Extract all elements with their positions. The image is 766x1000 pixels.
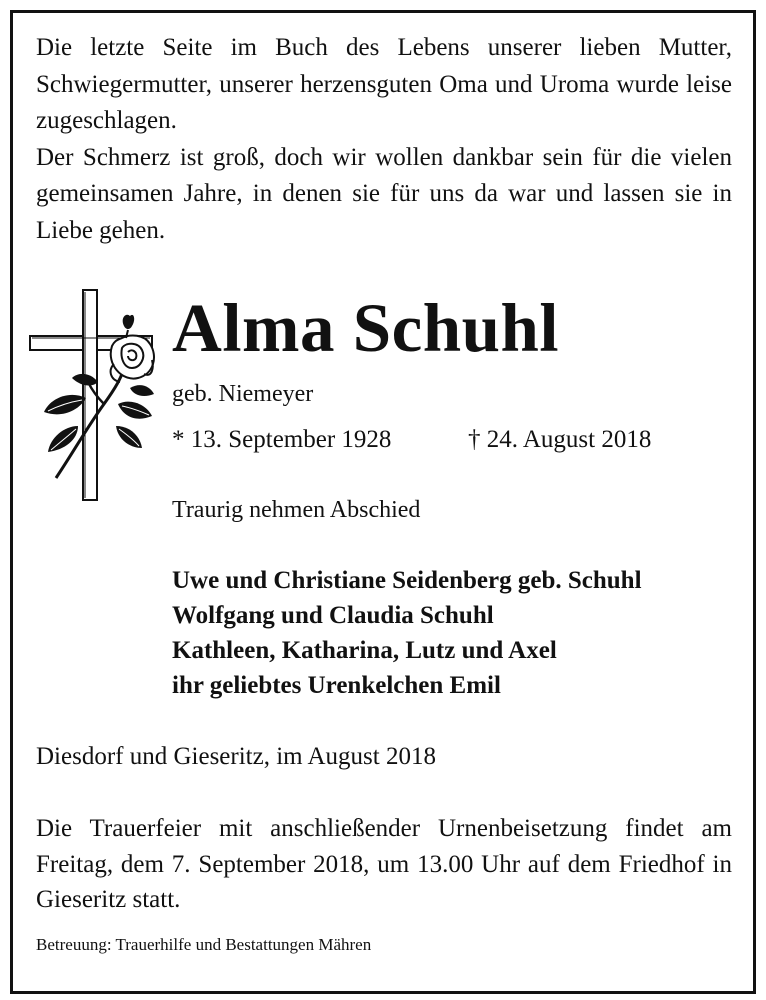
funeral-notice-text: Die Trauerfeier mit anschließender Urnenbeisetzung findet am Freitag, dem 7. September 2018, um 13.00 Uhr auf dem Friedhof in Gieseritz statt. <box>36 815 732 913</box>
family-member-line: Wolfgang und Claudia Schuhl <box>172 602 494 629</box>
place-and-date: Diesdorf und Gieseritz, im August 2018 <box>36 743 436 770</box>
intro-paragraph-1: Die letzte Seite im Buch des Lebens unserer lieben Mutter, Schwiegermutter, unserer herzensguten Oma und Uroma wurde leise zugeschlagen. <box>36 34 732 134</box>
family-member-line: Uwe und Christiane Seidenberg geb. Schuhl <box>172 567 642 594</box>
cross-with-rose-icon <box>26 286 158 504</box>
family-list <box>172 563 642 703</box>
deceased-name: Alma Schuhl <box>172 290 560 366</box>
funeral-notice <box>36 811 732 918</box>
intro-text <box>36 30 732 249</box>
birth-date: * 13. September 1928 <box>172 426 392 453</box>
undertaker-credit: Betreuung: Trauerhilfe und Bestattungen Mähren <box>36 935 372 954</box>
family-member-line: Kathleen, Katharina, Lutz und Axel <box>172 637 557 664</box>
intro-paragraph-2: Der Schmerz ist groß, doch wir wollen dankbar sein für die vielen gemeinsamen Jahre, in denen sie für uns da war und lassen sie in Liebe gehen. <box>36 143 732 244</box>
mourning-line: Traurig nehmen Abschied <box>172 497 421 523</box>
family-member-line: ihr geliebtes Urenkelchen Emil <box>172 672 501 699</box>
death-date: † 24. August 2018 <box>468 426 652 453</box>
maiden-name: geb. Niemeyer <box>172 381 314 407</box>
